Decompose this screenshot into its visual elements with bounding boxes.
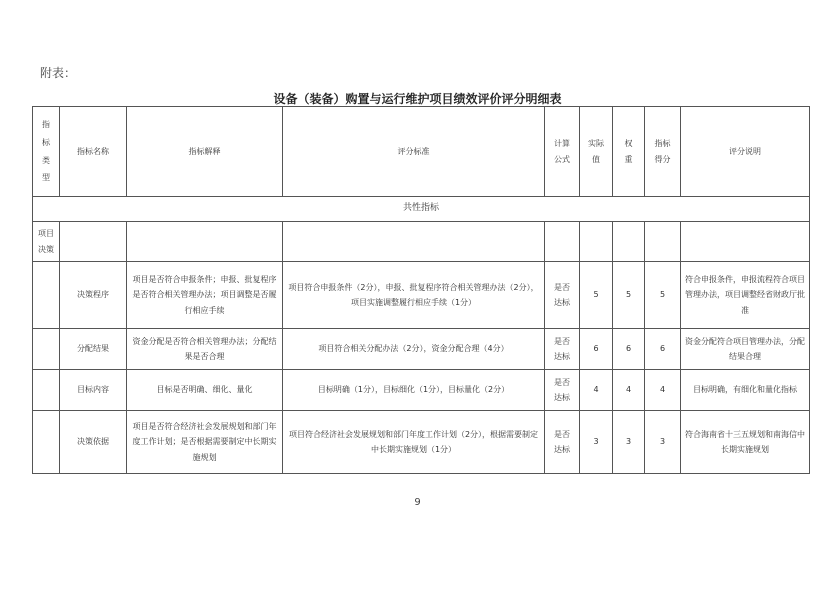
weight: 5 [613, 262, 645, 329]
header-formula: 计算 公式 [545, 107, 580, 197]
indicator-score: 3 [645, 411, 681, 474]
scoring-standard: 项目符合相关分配办法（2分），资金分配合理（4分） [283, 329, 545, 370]
scoring-standard: 项目符合申报条件（2分），申报、批复程序符合相关管理办法（2分），项目实施调整履行相应手续（1分） [283, 262, 545, 329]
indicator-name: 决策程序 [60, 262, 127, 329]
appendix-label: 附表： [40, 66, 77, 80]
header-indicator-type: 指 标 类 型 [33, 107, 60, 197]
header-indicator-explanation: 指标解释 [127, 107, 283, 197]
indicator-score: 6 [645, 329, 681, 370]
header-indicator-name: 指标名称 [60, 107, 127, 197]
scoring-note: 目标明确，有细化和量化指标 [681, 370, 810, 411]
indicator-score: 4 [645, 370, 681, 411]
header-weight: 权 重 [613, 107, 645, 197]
table-row [33, 370, 810, 411]
scoring-standard: 目标明确（1分），目标细化（1分），目标量化（2分） [283, 370, 545, 411]
indicator-score: 5 [645, 262, 681, 329]
table-row [33, 262, 810, 329]
formula: 是否 达标 [545, 329, 580, 370]
group-label: 项目 决策 [33, 222, 60, 262]
actual-value: 5 [580, 262, 613, 329]
indicator-name: 目标内容 [60, 370, 127, 411]
header-row [33, 107, 810, 197]
scoring-note: 符合申报条件，申报流程符合项目管理办法，项目调整经省财政厅批准 [681, 262, 810, 329]
weight: 4 [613, 370, 645, 411]
header-indicator-score: 指标 得分 [645, 107, 681, 197]
indicator-explanation: 项目是否符合申报条件；申报、批复程序是否符合相关管理办法；项目调整是否履行相应手续 [127, 262, 283, 329]
table-title: 设备（装备）购置与运行维护项目绩效评价评分明细表 [273, 92, 562, 106]
header-scoring-note: 评分说明 [681, 107, 810, 197]
indicator-name: 分配结果 [60, 329, 127, 370]
scoring-note: 符合海南省十三五规划和南海信中长期实施规划 [681, 411, 810, 474]
scoring-standard: 项目符合经济社会发展规划和部门年度工作计划（2分），根据需要制定中长期实施规划（1分） [283, 411, 545, 474]
table-row [33, 411, 810, 474]
actual-value: 3 [580, 411, 613, 474]
indicator-name: 决策依据 [60, 411, 127, 474]
indicator-explanation: 目标是否明确、细化、量化 [127, 370, 283, 411]
weight: 3 [613, 411, 645, 474]
header-scoring-standard: 评分标准 [283, 107, 545, 197]
weight: 6 [613, 329, 645, 370]
actual-value: 4 [580, 370, 613, 411]
scoring-note: 资金分配符合项目管理办法，分配结果合理 [681, 329, 810, 370]
evaluation-table [32, 106, 810, 474]
table-row [33, 329, 810, 370]
actual-value: 6 [580, 329, 613, 370]
formula: 是否 达标 [545, 411, 580, 474]
formula: 是否 达标 [545, 370, 580, 411]
page-number: 9 [414, 497, 421, 508]
formula: 是否 达标 [545, 262, 580, 329]
group-row [33, 222, 810, 262]
indicator-explanation: 项目是否符合经济社会发展规划和部门年度工作计划；是否根据需要制定中长期实施规划 [127, 411, 283, 474]
indicator-explanation: 资金分配是否符合相关管理办法；分配结果是否合理 [127, 329, 283, 370]
section-row [33, 197, 810, 222]
header-actual-value: 实际 值 [580, 107, 613, 197]
section-label: 共性指标 [33, 197, 810, 222]
